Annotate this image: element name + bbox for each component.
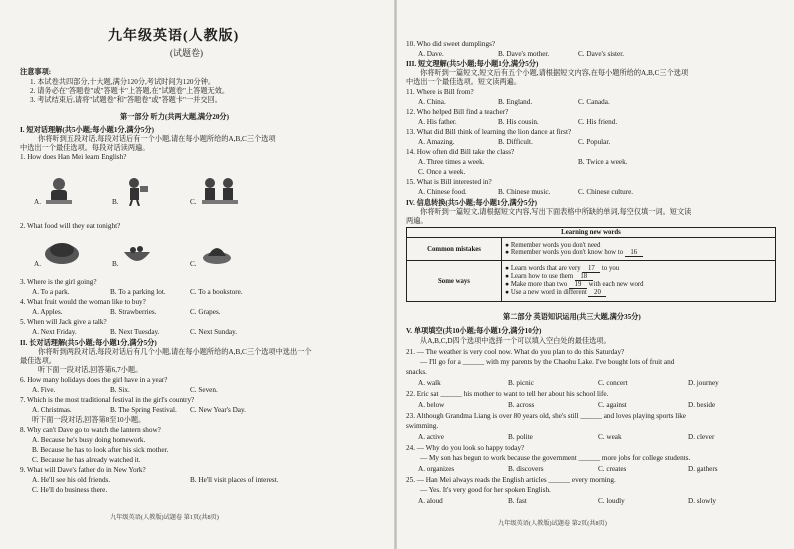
table-row-way-1: ● Learn words that are very 17 to you <box>505 265 620 272</box>
q24-option-b: B. discovers <box>508 465 544 473</box>
q24-option-d: D. gathers <box>688 465 718 473</box>
q24-option-a: A. organizes <box>418 465 455 473</box>
question-25: 25. — Han Mei always reads the English articles ______ every morning. <box>406 476 616 484</box>
question-23-line2: swimming. <box>406 422 439 430</box>
q5-option-b: B. Next Tuesday. <box>110 328 160 336</box>
q2-picture-a <box>42 236 82 266</box>
section2-instructions: 你将听到两段对话,每段对话后有几个小题,请在每小题所给的A,B,C三个选项中选出一个 <box>38 348 312 356</box>
table-row-mistake-1: ● Remember words you don't need <box>505 241 601 249</box>
q9-option-b: B. He'll visit places of interest. <box>190 476 279 484</box>
q6-option-a: A. Five. <box>32 386 56 394</box>
q23-option-c: C. weak <box>598 433 622 441</box>
common-mistakes-cell <box>502 238 776 261</box>
q5-option-a: A. Next Friday. <box>32 328 77 336</box>
notes-heading: 注意事项: <box>20 68 52 76</box>
question-7: 7. Which is the most traditional festival in the girl's country? <box>20 396 195 404</box>
question-24: 24. — Why do you look so happy today? <box>406 444 525 452</box>
q2-picture-b <box>120 238 154 268</box>
section2-instructions-4: 听下面一段对话,回答第8至10小题。 <box>32 416 146 424</box>
q22-option-d: D. beside <box>688 401 716 409</box>
q25-option-c: C. loudly <box>598 497 625 505</box>
section4-instructions-2: 两遍。 <box>406 217 428 225</box>
exam-title: 九年级英语(人教版) <box>108 29 240 44</box>
section2-heading: II. 长对话理解(共5小题;每小题1分,满分5分) <box>20 339 157 347</box>
section3-heading: III. 短文理解(共5小题;每小题1分,满分5分) <box>406 60 539 68</box>
some-ways-label: Some ways <box>407 261 502 302</box>
question-14: 14. How often did Bill take the class? <box>406 148 515 156</box>
q3-option-a: A. To a park. <box>32 288 70 296</box>
section4-instructions: 你将听到一篇短文,请根据短文内容,写出下面表格中所缺的单词,每空仅填一词。短文读 <box>420 208 692 216</box>
q9-option-c: C. He'll do business there. <box>32 486 108 494</box>
q15-option-b: B. Chinese music. <box>498 188 551 196</box>
q12-option-c: C. His friend. <box>578 118 618 126</box>
q8-option-c: C. Because he has already watched it. <box>32 456 141 464</box>
q21-option-d: D. journey <box>688 379 719 387</box>
table-row-mistake-2: ● Remember words you don't know how to 16 <box>505 249 772 257</box>
q11-option-b: B. England. <box>498 98 533 106</box>
question-13: 13. What did Bill think of learning the lion dance at first? <box>406 128 572 136</box>
q3-option-b: B. To a parking lot. <box>110 288 166 296</box>
learning-words-table <box>406 227 776 302</box>
q8-option-a: A. Because he's busy doing homework. <box>32 436 146 444</box>
question-24-line2: — My son has begun to work because the government ______ more jobs for college students. <box>420 454 691 462</box>
q1-option-b-label: B. <box>112 198 119 206</box>
question-23: 23. Although Grandma Liang is over 80 years old, she's still ______ and loves playing sports like <box>406 412 686 420</box>
q9-option-a: A. He'll see his old friends. <box>32 476 111 484</box>
table-row-way-3: ● Make more than two 19 with each new word <box>505 281 644 288</box>
q22-option-a: A. below <box>418 401 445 409</box>
q2-option-c-label: C. <box>190 260 197 268</box>
q4-option-c: C. Grapes. <box>190 308 221 316</box>
q10-option-b: B. Dave's mother. <box>498 50 550 58</box>
q25-option-b: B. fast <box>508 497 527 505</box>
section5-instructions: 从A,B,C,D四个选项中选择一个可以填入空白处的最佳选项。 <box>420 337 611 345</box>
table-header: Learning new words <box>407 228 776 238</box>
q13-option-a: A. Amazing. <box>418 138 455 146</box>
q3-option-c: C. To a bookstore. <box>190 288 243 296</box>
q1-picture-b <box>120 176 154 206</box>
section3-instructions: 你将听到一篇短文,短文后有五个小题,请根据短文内容,在每小题所给的A,B,C三个选项 <box>420 69 689 77</box>
section1-instructions-2: 中选出一个最佳选项。每段对话读两遍。 <box>20 144 150 152</box>
q21-option-a: A. walk <box>418 379 441 387</box>
table-row-way-2: ● Learn how to use them 18 <box>505 273 772 281</box>
q24-option-c: C. creates <box>598 465 627 473</box>
q10-option-a: A. Dave. <box>418 50 444 58</box>
blank-19[interactable]: 19 <box>569 281 587 289</box>
common-mistakes-label: Common mistakes <box>407 238 502 261</box>
section4-heading: IV. 信息转换(共5小题;每小题1分,满分5分) <box>406 199 538 207</box>
q12-option-b: B. His cousin. <box>498 118 539 126</box>
q14-option-b: B. Twice a week. <box>578 158 628 166</box>
question-15: 15. What is Bill interested in? <box>406 178 492 186</box>
part1-heading: 第一部分 听力(共两大题,满分20分) <box>120 113 230 121</box>
q10-option-c: C. Dave's sister. <box>578 50 625 58</box>
question-3: 3. Where is the girl going? <box>20 278 97 286</box>
q2-option-a-label: A. <box>34 260 41 268</box>
q4-option-b: B. Strawberries. <box>110 308 157 316</box>
q7-option-c: C. New Year's Day. <box>190 406 246 414</box>
note-3: 3. 考试结束后,请将"试题卷"和"答题卷"或"答题卡"一并交回。 <box>30 96 222 104</box>
q1-picture-a <box>42 176 76 206</box>
question-11: 11. Where is Bill from? <box>406 88 474 96</box>
q6-option-c: C. Seven. <box>190 386 218 394</box>
q13-option-c: C. Popular. <box>578 138 611 146</box>
exam-subtitle: (试题卷) <box>170 48 203 58</box>
section2-instructions-3: 听下面一段对话,回答第6,7小题。 <box>38 366 143 374</box>
q25-option-d: D. slowly <box>688 497 716 505</box>
q1-option-a-label: A. <box>34 198 41 206</box>
section5-heading: V. 单项填空(共10小题;每小题1分,满分10分) <box>406 327 542 335</box>
question-21: 21. — The weather is very cool now. What do you plan to do this Saturday? <box>406 348 625 356</box>
section1-instructions: 你将听到五段对话,每段对话后有一个小题,请在每小题所给的A,B,C三个选项 <box>38 135 276 143</box>
q8-option-b: B. Because he has to look after his sick mother. <box>32 446 169 454</box>
blank-18[interactable]: 18 <box>575 273 593 281</box>
blank-17[interactable]: 17 <box>582 265 600 273</box>
q23-option-d: D. clever <box>688 433 715 441</box>
question-21-line3: snacks. <box>406 368 427 376</box>
q23-option-b: B. polite <box>508 433 533 441</box>
some-ways-cell <box>502 261 776 302</box>
q21-option-b: B. picnic <box>508 379 534 387</box>
q4-option-a: A. Apples. <box>32 308 63 316</box>
q12-option-a: A. His father. <box>418 118 457 126</box>
part2-heading: 第二部分 英语知识运用(共三大题,满分35分) <box>503 313 641 321</box>
question-5: 5. When will Jack give a talk? <box>20 318 107 326</box>
table-row-way-4: ● Use a new word in different 20 <box>505 289 772 297</box>
right-page-footer: 九年级英语(人教版)试题卷 第2页(共8页) <box>498 520 607 527</box>
q2-option-b-label: B. <box>112 260 119 268</box>
question-6: 6. How many holidays does the girl have in a year? <box>20 376 168 384</box>
q14-option-a: A. Three times a week. <box>418 158 485 166</box>
q11-option-a: A. China. <box>418 98 446 106</box>
blank-16[interactable]: 16 <box>625 249 643 257</box>
section3-instructions-2: 中选出一个最佳选项。短文读两遍。 <box>406 78 522 86</box>
question-8: 8. Why can't Dave go to watch the lantern show? <box>20 426 161 434</box>
q1-option-c-label: C. <box>190 198 197 206</box>
q23-option-a: A. active <box>418 433 444 441</box>
q1-picture-c <box>200 176 240 206</box>
q25-option-a: A. aloud <box>418 497 443 505</box>
q2-picture-c <box>200 236 234 266</box>
left-page-footer: 九年级英语(人教版)试题卷 第1页(共8页) <box>110 514 219 521</box>
left-page <box>0 0 395 549</box>
q22-option-c: C. against <box>598 401 627 409</box>
question-9: 9. What will Dave's father do in New York? <box>20 466 146 474</box>
q21-option-c: C. concert <box>598 379 628 387</box>
note-1: 1. 本试卷共四部分,十大题,满分120分,考试时间为120分钟。 <box>30 78 216 86</box>
q6-option-b: B. Six. <box>110 386 130 394</box>
q7-option-a: A. Christmas. <box>32 406 72 414</box>
q5-option-c: C. Next Sunday. <box>190 328 238 336</box>
q22-option-b: B. across <box>508 401 535 409</box>
question-10: 10. Who did sweet dumplings? <box>406 40 496 48</box>
question-25-line2: — Yes. It's very good for her spoken English. <box>420 486 551 494</box>
question-21-line2: — I'll go for a ______ with my parents by the Chaohu Lake. I've bought lots of fruit and <box>420 358 675 366</box>
page-fold <box>394 0 397 549</box>
q13-option-b: B. Difficult. <box>498 138 533 146</box>
question-22: 22. Eric sat ______ his mother to want to tell her about his school life. <box>406 390 609 398</box>
q14-option-c: C. Once a week. <box>418 168 466 176</box>
q11-option-c: C. Canada. <box>578 98 610 106</box>
question-2: 2. What food will they eat tonight? <box>20 222 121 230</box>
q7-option-b: B. The Spring Festival. <box>110 406 177 414</box>
section1-heading: I. 短对话理解(共5小题;每小题1分,满分5分) <box>20 126 154 134</box>
section2-instructions-2: 最佳选项。 <box>20 357 56 365</box>
note-2: 2. 请务必在"答题卷"或"答题卡"上答题,在"试题卷"上答题无效。 <box>30 87 230 95</box>
blank-20[interactable]: 20 <box>588 289 606 297</box>
right-page <box>398 0 794 549</box>
question-12: 12. Who helped Bill find a teacher? <box>406 108 509 116</box>
question-4: 4. What fruit would the woman like to buy? <box>20 298 146 306</box>
q15-option-a: A. Chinese food. <box>418 188 467 196</box>
q15-option-c: C. Chinese culture. <box>578 188 634 196</box>
question-1: 1. How does Han Mei learn English? <box>20 153 127 161</box>
